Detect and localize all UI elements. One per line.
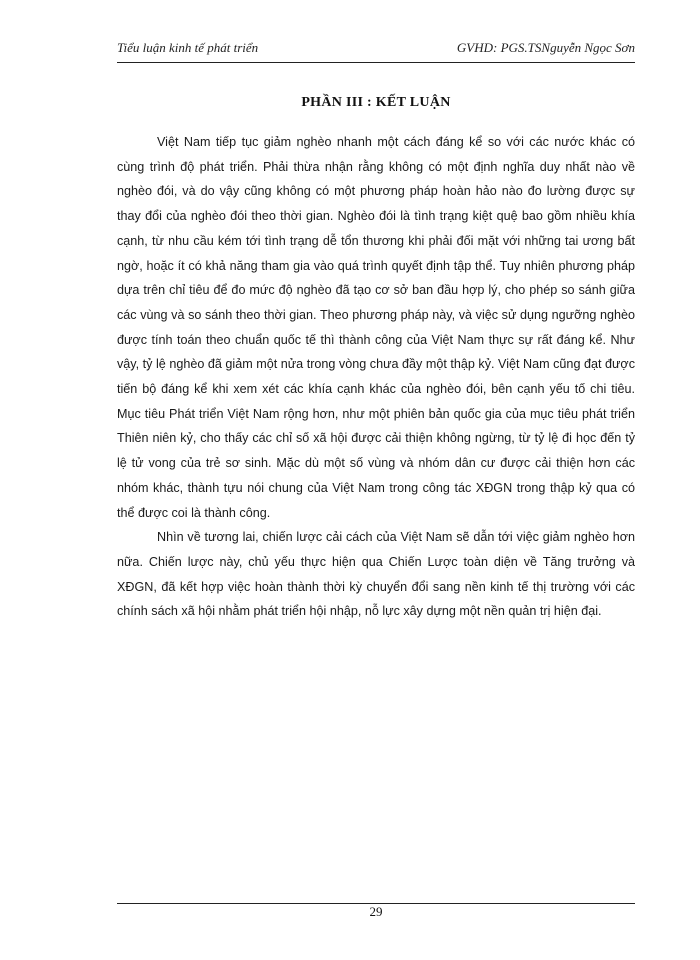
body-paragraph-1: Việt Nam tiếp tục giảm nghèo nhanh một cách đáng kể so với các nước khác có cùng trình độ phát triển. Phải thừa nhận rằng không có một định nghĩa duy nhất nào về nghèo đói, và do vậy cũng không có một phương pháp hoàn hảo nào đo lường được sự thay đổi của nghèo đói theo thời gian. Nghèo đói là tình trạng kiệt quệ bao gồm nhiều khía cạnh, từ nhu cầu kém tới tình trạng dễ tổn thương khi phải đối mặt với những tai ương bất ngờ, hoặc ít có khả năng tham gia vào quá trình quyết định tập thể. Tuy nhiên phương pháp dựa trên chỉ tiêu để đo mức độ nghèo đã tạo cơ sở ban đầu hợp lý, cho phép so sánh giữa các vùng và so sánh theo thời gian. Theo phương pháp này, và việc sử dụng ngưỡng nghèo được tính toán theo chuẩn quốc tế thì thành công của Việt Nam thực sự rất đáng kể. Như vậy, tỷ lệ nghèo đã giảm một nửa trong vòng chưa đầy một thập kỷ. Việt Nam cũng đạt được tiến bộ đáng kể khi xem xét các khía cạnh khác của nghèo đói, bên cạnh yếu tố chi tiêu. Mục tiêu Phát triển Việt Nam rộng hơn, như một phiên bản quốc gia của mục tiêu phát triển Thiên niên kỷ, cho thấy các chỉ số xã hội được cải thiện không ngừng, từ tỷ lệ đi học đến tỷ lệ tử vong của trẻ sơ sinh. Mặc dù một số vùng và nhóm dân cư được cải thiện hơn các nhóm khác, thành tựu nói chung của Việt Nam trong công tác XĐGN trong thập kỷ qua có thể được coi là thành công. (117, 135, 635, 520)
page-header (117, 38, 635, 60)
section-title: PHẦN III : KẾT LUẬN (301, 95, 451, 110)
page-number: 29 (369, 904, 383, 919)
body-paragraph-2: Nhìn về tương lai, chiến lược cải cách của Việt Nam sẽ dẫn tới việc giảm nghèo hơn nữa. Chiến lược này, chủ yếu thực hiện qua Chiến Lược toàn diện về Tăng trưởng và XĐGN, đã kết hợp việc hoàn thành thời kỳ chuyển đổi sang nền kinh tế thị trường với các chính sách xã hội nhằm phát triển hội nhập, nỗ lực xây dựng một nền quản trị hiện đại. (117, 530, 635, 619)
header-document-title: Tiểu luận kinh tế phát triển (117, 40, 259, 55)
header-divider (117, 62, 635, 63)
document-body (117, 130, 635, 624)
header-supervisor: GVHD: PGS.TSNguyễn Ngọc Sơn (456, 40, 635, 55)
